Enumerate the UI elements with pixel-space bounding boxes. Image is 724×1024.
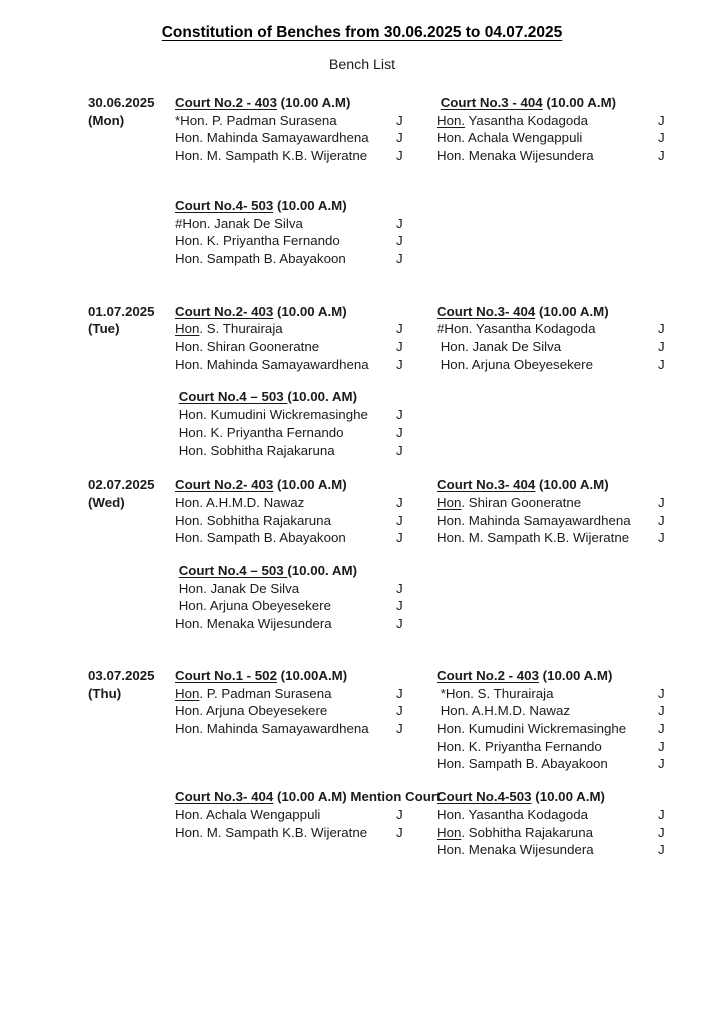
court-header xyxy=(437,94,724,112)
court-time: (10.00 A.M) xyxy=(273,789,347,805)
court-block xyxy=(175,388,437,459)
date-cell xyxy=(88,667,175,859)
date-cell xyxy=(88,94,175,268)
judge-name: Hon. Mahinda Samayawardhena xyxy=(175,130,369,146)
judge-row xyxy=(437,320,724,338)
judge-row xyxy=(437,494,724,512)
court-number: Court No.3 - 404 xyxy=(440,95,543,110)
judge-row xyxy=(175,338,437,356)
judge-name: Hon. Yasantha Kodagoda xyxy=(437,112,589,128)
judge-name: Hon. Sampath B. Abayakoon xyxy=(437,756,608,772)
judge-name: Hon. Menaka Wijesundera xyxy=(437,148,594,164)
judge-name: Hon. Achala Wengappuli xyxy=(175,806,321,822)
date-label: 01.07.2025 xyxy=(88,303,155,319)
judge-name: #Hon. Yasantha Kodagoda xyxy=(437,321,596,337)
judge-name: Hon. Sobhitha Rajakaruna xyxy=(437,824,593,840)
page-title xyxy=(0,0,724,43)
court-block xyxy=(437,788,724,859)
court-number: Court No.4 – 503 xyxy=(178,563,288,579)
judge-designation: J xyxy=(396,530,403,546)
date-cell xyxy=(88,476,175,633)
court-header xyxy=(437,303,724,321)
judge-row xyxy=(437,806,724,824)
judge-designation: J xyxy=(658,321,665,337)
judge-designation: J xyxy=(396,148,403,164)
judge-row xyxy=(175,442,437,460)
judge-designation: J xyxy=(658,824,665,840)
bench-list xyxy=(88,94,724,859)
judge-designation: J xyxy=(396,685,403,701)
judge-name: Hon. Mahinda Samayawardhena xyxy=(175,356,369,372)
court-header xyxy=(437,788,724,806)
court-block xyxy=(437,94,724,165)
judge-name: Hon. K. Priyantha Fernando xyxy=(175,233,340,249)
judge-name: Hon. Shiran Gooneratne xyxy=(437,494,582,510)
day-groups xyxy=(175,667,724,859)
judge-hon-underline: Hon xyxy=(437,824,462,840)
judge-designation: J xyxy=(658,720,665,736)
court-block xyxy=(437,303,724,374)
judge-name: Hon. Janak De Silva xyxy=(175,580,300,596)
judge-designation: J xyxy=(396,512,403,528)
weekday-label: (Wed) xyxy=(88,494,125,510)
day-groups xyxy=(175,94,724,268)
judge-hon-underline: Hon. xyxy=(437,112,466,128)
judge-hon-underline: Hon xyxy=(175,685,200,701)
court-time: (10.00 A.M) xyxy=(531,789,605,805)
judge-row xyxy=(175,702,437,720)
judge-designation: J xyxy=(396,494,403,510)
page-title-text: Constitution of Benches from 30.06.2025 to 04.07.2025 xyxy=(161,24,563,41)
judge-name: Hon. P. Padman Surasena xyxy=(175,685,332,701)
court-row-group xyxy=(175,667,724,773)
day-section xyxy=(88,94,724,268)
judge-row xyxy=(437,685,724,703)
judge-row xyxy=(437,824,724,842)
judge-row xyxy=(175,580,437,598)
judge-name: Hon. Mahinda Samayawardhena xyxy=(437,512,631,528)
judge-name: Hon. M. Sampath K.B. Wijeratne xyxy=(437,530,630,546)
judge-designation: J xyxy=(658,842,665,858)
judge-designation: J xyxy=(658,685,665,701)
court-number: Court No.3- 404 xyxy=(437,303,536,319)
court-number: Court No.2 - 403 xyxy=(437,667,539,683)
court-header xyxy=(175,667,437,685)
judge-name: Hon. Arjuna Obeyesekere xyxy=(175,703,328,719)
court-block xyxy=(175,303,437,374)
judge-name: Hon. Sobhitha Rajakaruna xyxy=(175,512,331,528)
judge-row xyxy=(437,720,724,738)
judge-row xyxy=(175,720,437,738)
judge-name: Hon. S. Thurairaja xyxy=(175,321,283,337)
judge-designation: J xyxy=(658,494,665,510)
court-header xyxy=(175,303,437,321)
judge-name: Hon. A.H.M.D. Nawaz xyxy=(175,494,305,510)
weekday-label: (Thu) xyxy=(88,685,122,701)
court-time: (10.00 A.M) xyxy=(273,197,347,213)
judge-designation: J xyxy=(396,580,403,596)
judge-row xyxy=(437,129,724,147)
judge-row xyxy=(175,529,437,547)
judge-designation: J xyxy=(396,356,403,372)
judge-hon-underline: Hon xyxy=(437,494,462,510)
court-row-group xyxy=(175,562,724,633)
court-time: (10.00 A.M) xyxy=(535,477,609,493)
judge-row xyxy=(437,338,724,356)
court-number: Court No.4 – 503 xyxy=(178,389,288,405)
judge-designation: J xyxy=(396,442,403,458)
judge-row xyxy=(175,494,437,512)
day-groups xyxy=(175,303,724,460)
judge-name: Hon. Arjuna Obeyesekere xyxy=(175,598,331,614)
judge-row xyxy=(175,112,437,130)
court-time: (10.00. AM) xyxy=(287,389,358,405)
judge-name: *Hon. S. Thurairaja xyxy=(437,685,554,701)
judge-name: Hon. Sampath B. Abayakoon xyxy=(175,250,346,266)
judge-designation: J xyxy=(658,130,665,146)
judge-row xyxy=(437,738,724,756)
court-header xyxy=(437,476,724,494)
court-row-group xyxy=(175,388,724,459)
day-groups xyxy=(175,476,724,633)
court-number: Court No.2- 403 xyxy=(175,303,274,319)
judge-name: Hon. K. Priyantha Fernando xyxy=(175,424,344,440)
judge-row xyxy=(437,356,724,374)
judge-row xyxy=(175,424,437,442)
day-section xyxy=(88,303,724,460)
court-block xyxy=(175,197,437,268)
judge-designation: J xyxy=(396,424,403,440)
court-header xyxy=(175,388,437,406)
judge-row xyxy=(175,806,437,824)
date-label: 30.06.2025 xyxy=(88,95,155,110)
judge-designation: J xyxy=(396,233,403,249)
judge-row xyxy=(437,702,724,720)
court-row-group xyxy=(175,94,724,165)
judge-row xyxy=(175,147,437,165)
judge-name: Hon. Yasantha Kodagoda xyxy=(437,806,589,822)
date-label: 02.07.2025 xyxy=(88,477,155,493)
court-time: (10.00 A.M) xyxy=(276,95,351,110)
judge-name: Hon. Menaka Wijesundera xyxy=(175,616,332,632)
judge-name: Hon. Kumudini Wickremasinghe xyxy=(175,407,368,423)
weekday-label: (Tue) xyxy=(88,321,120,337)
judge-designation: J xyxy=(396,407,403,423)
judge-designation: J xyxy=(396,616,403,632)
judge-row xyxy=(175,215,437,233)
judge-name: Hon. Mahinda Samayawardhena xyxy=(175,720,369,736)
judge-designation: J xyxy=(396,703,403,719)
judge-name: Hon. Achala Wengappuli xyxy=(437,130,583,146)
judge-designation: J xyxy=(396,112,403,128)
judge-designation: J xyxy=(658,512,665,528)
court-number: Court No.4-503 xyxy=(437,789,532,805)
judge-name: Hon. K. Priyantha Fernando xyxy=(437,738,602,754)
judge-designation: J xyxy=(396,215,403,231)
judge-name: Hon. Menaka Wijesundera xyxy=(437,842,594,858)
judge-row xyxy=(437,147,724,165)
judge-designation: J xyxy=(658,738,665,754)
judge-name: Hon. A.H.M.D. Nawaz xyxy=(437,703,571,719)
judge-designation: J xyxy=(658,339,665,355)
court-number: Court No.1 - 502 xyxy=(175,667,277,683)
court-block xyxy=(437,476,724,547)
court-time: (10.00 A.M) xyxy=(535,303,609,319)
judge-row xyxy=(437,512,724,530)
judge-row xyxy=(175,250,437,268)
court-block xyxy=(175,788,441,859)
judge-row xyxy=(437,755,724,773)
court-time: (10.00 A.M) xyxy=(273,477,347,493)
judge-designation: J xyxy=(396,250,403,266)
judge-row xyxy=(175,512,437,530)
court-number: Court No.2- 403 xyxy=(175,477,274,493)
court-block xyxy=(175,667,437,773)
court-block xyxy=(175,94,437,165)
judge-designation: J xyxy=(658,530,665,546)
court-header xyxy=(175,476,437,494)
court-header xyxy=(175,94,437,112)
court-block xyxy=(437,667,724,773)
court-header xyxy=(175,197,437,215)
court-time: (10.00 A.M) xyxy=(542,95,617,110)
judge-name: Hon. Sobhitha Rajakaruna xyxy=(175,442,335,458)
judge-name: Hon. Kumudini Wickremasinghe xyxy=(437,720,627,736)
judge-row xyxy=(175,685,437,703)
judge-designation: J xyxy=(658,806,665,822)
judge-row xyxy=(175,232,437,250)
judge-name: Hon. Janak De Silva xyxy=(437,339,562,355)
judge-row xyxy=(175,615,437,633)
weekday-label: (Mon) xyxy=(88,112,125,128)
court-number: Court No.3- 404 xyxy=(175,789,274,805)
judge-row xyxy=(175,406,437,424)
court-extra-label: Mention Court xyxy=(346,789,441,805)
court-block xyxy=(175,562,437,633)
court-row-group xyxy=(175,303,724,374)
court-block xyxy=(175,476,437,547)
court-time: (10.00 A.M) xyxy=(273,303,347,319)
judge-designation: J xyxy=(396,130,403,146)
judge-designation: J xyxy=(658,703,665,719)
judge-designation: J xyxy=(658,356,665,372)
judge-name: Hon. Sampath B. Abayakoon xyxy=(175,530,346,546)
court-number: Court No.3- 404 xyxy=(437,477,536,493)
judge-row xyxy=(175,129,437,147)
court-time: (10.00 A.M) xyxy=(538,667,613,683)
document-subtitle: Bench List xyxy=(328,57,396,73)
judge-designation: J xyxy=(396,598,403,614)
judge-row xyxy=(175,356,437,374)
judge-row xyxy=(175,320,437,338)
day-section xyxy=(88,476,724,633)
judge-designation: J xyxy=(658,112,665,128)
judge-name: Hon. Shiran Gooneratne xyxy=(175,339,320,355)
judge-name: Hon. Arjuna Obeyesekere xyxy=(437,356,593,372)
court-time: (10.00. AM) xyxy=(287,563,358,579)
court-row-group xyxy=(175,788,724,859)
judge-hon-underline: Hon xyxy=(175,321,200,337)
court-number: Court No.4- 503 xyxy=(175,197,274,213)
judge-name: Hon. M. Sampath K.B. Wijeratne xyxy=(175,824,368,840)
judge-designation: J xyxy=(396,321,403,337)
judge-designation: J xyxy=(396,806,403,822)
judge-row xyxy=(437,112,724,130)
judge-row xyxy=(437,529,724,547)
judge-designation: J xyxy=(396,720,403,736)
judge-name: Hon. M. Sampath K.B. Wijeratne xyxy=(175,148,368,164)
date-label: 03.07.2025 xyxy=(88,667,155,683)
date-cell xyxy=(88,303,175,460)
judge-row xyxy=(437,841,724,859)
court-row-group xyxy=(175,476,724,547)
judge-designation: J xyxy=(396,824,403,840)
court-header xyxy=(175,788,441,806)
judge-designation: J xyxy=(658,148,665,164)
court-number: Court No.2 - 403 xyxy=(175,95,277,110)
judge-name: *Hon. P. Padman Surasena xyxy=(175,112,337,128)
court-header xyxy=(437,667,724,685)
judge-designation: J xyxy=(396,339,403,355)
court-time: (10.00A.M) xyxy=(276,667,348,683)
day-section xyxy=(88,667,724,859)
judge-row xyxy=(175,824,437,842)
judge-row xyxy=(175,597,437,615)
judge-name: #Hon. Janak De Silva xyxy=(175,215,303,231)
court-row-group xyxy=(175,197,724,268)
judge-designation: J xyxy=(658,756,665,772)
court-header xyxy=(175,562,437,580)
